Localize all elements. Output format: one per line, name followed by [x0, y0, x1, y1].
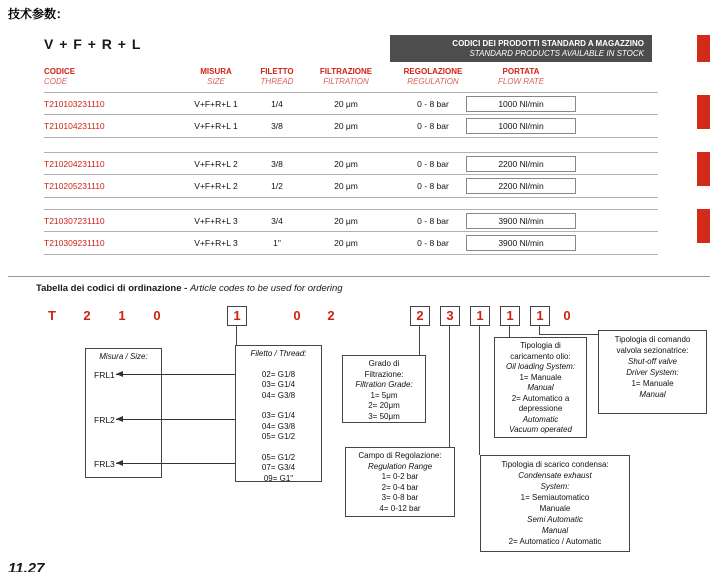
product-code: T210307231110 [44, 216, 105, 226]
product-thread: 1/4 [271, 99, 283, 109]
oil-title-it1: Tipologia di [520, 341, 561, 350]
filtration-title-en: Filtration Grade: [355, 380, 413, 389]
table-row [44, 232, 658, 255]
thread-option: 05= G1/2 [261, 452, 296, 462]
column-header-flowrate [471, 67, 571, 87]
size-option-frl2: FRL2 [94, 415, 115, 425]
column-header-regulation [383, 67, 483, 87]
valve-title-it1: Tipologia di comando [614, 335, 691, 344]
product-code: T210309231110 [44, 238, 105, 248]
condensate-option-en: Semi Automatic [527, 515, 583, 524]
frl1-thread-arrow [116, 374, 254, 375]
product-regulation: 0 - 8 bar [417, 216, 449, 226]
ordering-section-title-it: Tabella dei codici di ordinazione - [36, 283, 188, 294]
oil-option-en: Automatic [522, 414, 559, 424]
regulation-title-en: Regulation Range [367, 461, 433, 471]
stock-banner-italian: CODICI DEI PRODOTTI STANDARD A MAGAZZINO [452, 38, 644, 48]
product-regulation: 0 - 8 bar [417, 121, 449, 131]
regulation-option: 4= 0-12 bar [379, 503, 421, 513]
thread-option: 07= G3/4 [261, 463, 296, 472]
product-flowrate: 3900 Nl/min [466, 213, 576, 229]
valve-option-en: Manual [639, 390, 666, 399]
product-code: T210103231110 [44, 99, 105, 109]
thread-option: 05= G1/2 [261, 432, 296, 441]
stock-banner [390, 35, 652, 62]
condensate-legend-box [480, 455, 630, 552]
page-edge-tab-group1 [697, 95, 710, 129]
regulation-title-it: Campo di Regolazione: [358, 451, 442, 460]
filtration-option: 2= 20μm [368, 401, 400, 410]
valve-legend-box [598, 330, 707, 414]
column-header-filtration [296, 67, 396, 87]
product-regulation: 0 - 8 bar [417, 99, 449, 109]
thread-option: 02= G1/8 [261, 369, 296, 379]
thread-options-frl3 [236, 453, 321, 485]
product-code: T210205231110 [44, 181, 105, 191]
column-header-size-it: MISURA [200, 67, 232, 76]
product-filtration: 20 μm [334, 216, 358, 226]
thread-options-frl2 [236, 411, 321, 443]
code-digit-regulation: 3 [440, 306, 460, 326]
product-filtration: 20 μm [334, 159, 358, 169]
product-filtration: 20 μm [334, 99, 358, 109]
column-header-code-it: CODICE [44, 67, 76, 76]
column-header-size-en: SIZE [207, 77, 225, 86]
code-digit-13: 0 [563, 308, 571, 323]
valve-option: 1= Manuale [631, 379, 674, 388]
column-header-regulation-it: REGOLAZIONE [403, 67, 463, 76]
table-row [44, 209, 658, 232]
code-digit-4: 0 [153, 308, 161, 323]
product-size: V+F+R+L 2 [194, 181, 238, 191]
valve-title-en1: Shut-off valve [628, 357, 677, 366]
code-digit-size: 1 [227, 306, 247, 326]
connector-valve-horizontal [539, 334, 599, 335]
product-thread: 3/8 [271, 159, 283, 169]
frl3-thread-arrow [116, 463, 254, 464]
section-divider [8, 276, 710, 277]
regulation-option: 1= 0-2 bar [381, 472, 419, 481]
product-thread: 1/2 [271, 181, 283, 191]
code-digit-7: 2 [327, 308, 335, 323]
code-digit-6: 0 [293, 308, 301, 323]
filtration-option: 3= 50μm [368, 411, 400, 421]
condensate-title-en1: Condensate exhaust [518, 471, 592, 480]
regulation-option: 2= 0-4 bar [381, 482, 419, 492]
page-edge-tab-header [697, 35, 710, 62]
thread-options-frl1 [236, 370, 321, 402]
code-digit-filtration: 2 [410, 306, 430, 326]
page-edge-tab-group2 [697, 152, 710, 186]
filtration-option: 1= 5μm [370, 390, 398, 400]
connector-filtration [419, 326, 420, 355]
product-code: T210204231110 [44, 159, 105, 169]
column-header-code-en: CODE [44, 77, 68, 86]
oil-title-it2: caricamento olio: [510, 351, 571, 361]
thread-option: 04= G3/8 [261, 421, 296, 431]
stock-banner-english: STANDARD PRODUCTS AVAILABLE IN STOCK [469, 48, 644, 58]
condensate-option: Manuale [539, 504, 571, 513]
size-legend-title: Misura / Size: [99, 352, 148, 361]
connector-oil [509, 326, 510, 337]
code-digit-oil: 1 [500, 306, 520, 326]
column-header-thread-en: THREAD [260, 77, 294, 86]
size-option-frl1: FRL1 [94, 370, 115, 380]
thread-option: 03= G1/4 [261, 380, 296, 389]
oil-option-en: Manual [527, 383, 554, 392]
product-size: V+F+R+L 2 [194, 159, 238, 169]
filtration-title-it1: Grado di [368, 359, 400, 368]
regulation-option: 3= 0-8 bar [381, 493, 419, 502]
table-row [44, 92, 658, 115]
table-row [44, 152, 658, 175]
condensate-option: 2= Automatico / Automatic [508, 537, 602, 546]
connector-condensate [479, 326, 480, 455]
thread-option: 04= G3/8 [261, 390, 296, 400]
condensate-title-en2: System: [540, 482, 570, 491]
thread-legend-title: Filetto / Thread: [250, 349, 307, 358]
product-filtration: 20 μm [334, 238, 358, 248]
code-digit-2: 2 [83, 308, 91, 323]
oil-title-en: Oil loading System: [506, 362, 575, 371]
condensate-option: 1= Semiautomatico [520, 493, 590, 502]
filtration-title-it2: Filtrazione: [364, 369, 404, 379]
product-regulation: 0 - 8 bar [417, 159, 449, 169]
table-row [44, 115, 658, 138]
code-digit-condensate: 1 [470, 306, 490, 326]
column-header-flowrate-en: FLOW RATE [497, 77, 545, 86]
product-size: V+F+R+L 1 [194, 99, 238, 109]
product-regulation: 0 - 8 bar [417, 238, 449, 248]
product-filtration: 20 μm [334, 121, 358, 131]
product-flowrate: 1000 Nl/min [466, 96, 576, 112]
oil-option: 2= Automatico a [511, 393, 570, 403]
product-size: V+F+R+L 3 [194, 216, 238, 226]
thread-option: 03= G1/4 [261, 411, 296, 420]
oil-loading-legend-box [494, 337, 587, 438]
product-filtration: 20 μm [334, 181, 358, 191]
connector-size-thread [236, 326, 237, 345]
oil-option: 1= Manuale [519, 372, 562, 382]
size-legend-box [85, 348, 162, 478]
product-flowrate: 3900 Nl/min [466, 235, 576, 251]
column-header-filtration-it: FILTRAZIONE [319, 67, 373, 76]
column-header-regulation-en: REGULATION [407, 77, 459, 86]
ordering-section-title-en: Article codes to be used for ordering [189, 283, 343, 294]
column-header-flowrate-it: PORTATA [502, 67, 540, 76]
connector-regulation [449, 326, 450, 447]
product-thread: 3/4 [271, 216, 283, 226]
thread-option: 09= G1" [263, 473, 294, 483]
product-thread: 3/8 [271, 121, 283, 131]
product-flowrate: 2200 Nl/min [466, 156, 576, 172]
product-flowrate: 2200 Nl/min [466, 178, 576, 194]
regulation-legend-box [345, 447, 455, 517]
code-digit-3: 1 [118, 308, 126, 323]
column-header-filtration-en: FILTRATION [323, 77, 369, 86]
code-digit-1: T [48, 308, 56, 323]
product-flowrate: 1000 Nl/min [466, 118, 576, 134]
product-size: V+F+R+L 3 [194, 238, 238, 248]
product-size: V+F+R+L 1 [194, 121, 238, 131]
product-code: T210104231110 [44, 121, 105, 131]
oil-option-en: Vacuum operated [509, 425, 572, 434]
valve-title-it2: valvola sezionatrice: [616, 346, 689, 355]
technical-parameters-note: 技术参数： [8, 7, 69, 21]
valve-title-en2: Driver System: [626, 368, 679, 377]
column-header-thread-it: FILETTO [260, 67, 294, 76]
size-option-frl3: FRL3 [94, 459, 115, 469]
filtration-legend-box [342, 355, 426, 423]
product-thread: 1" [273, 238, 281, 248]
thread-legend-box [235, 345, 322, 482]
ordering-section-title [36, 283, 343, 294]
product-regulation: 0 - 8 bar [417, 181, 449, 191]
page-edge-tab-group3 [697, 209, 710, 243]
table-row [44, 175, 658, 198]
condensate-option-en: Manual [541, 526, 569, 535]
code-digit-valve: 1 [530, 306, 550, 326]
frl2-thread-arrow [116, 419, 254, 420]
oil-option: depressione [518, 404, 563, 413]
condensate-title-it: Tipologia di scarico condensa: [501, 460, 609, 469]
product-series-title: V + F + R + L [44, 36, 142, 52]
page-number: 11.27 [8, 560, 45, 572]
